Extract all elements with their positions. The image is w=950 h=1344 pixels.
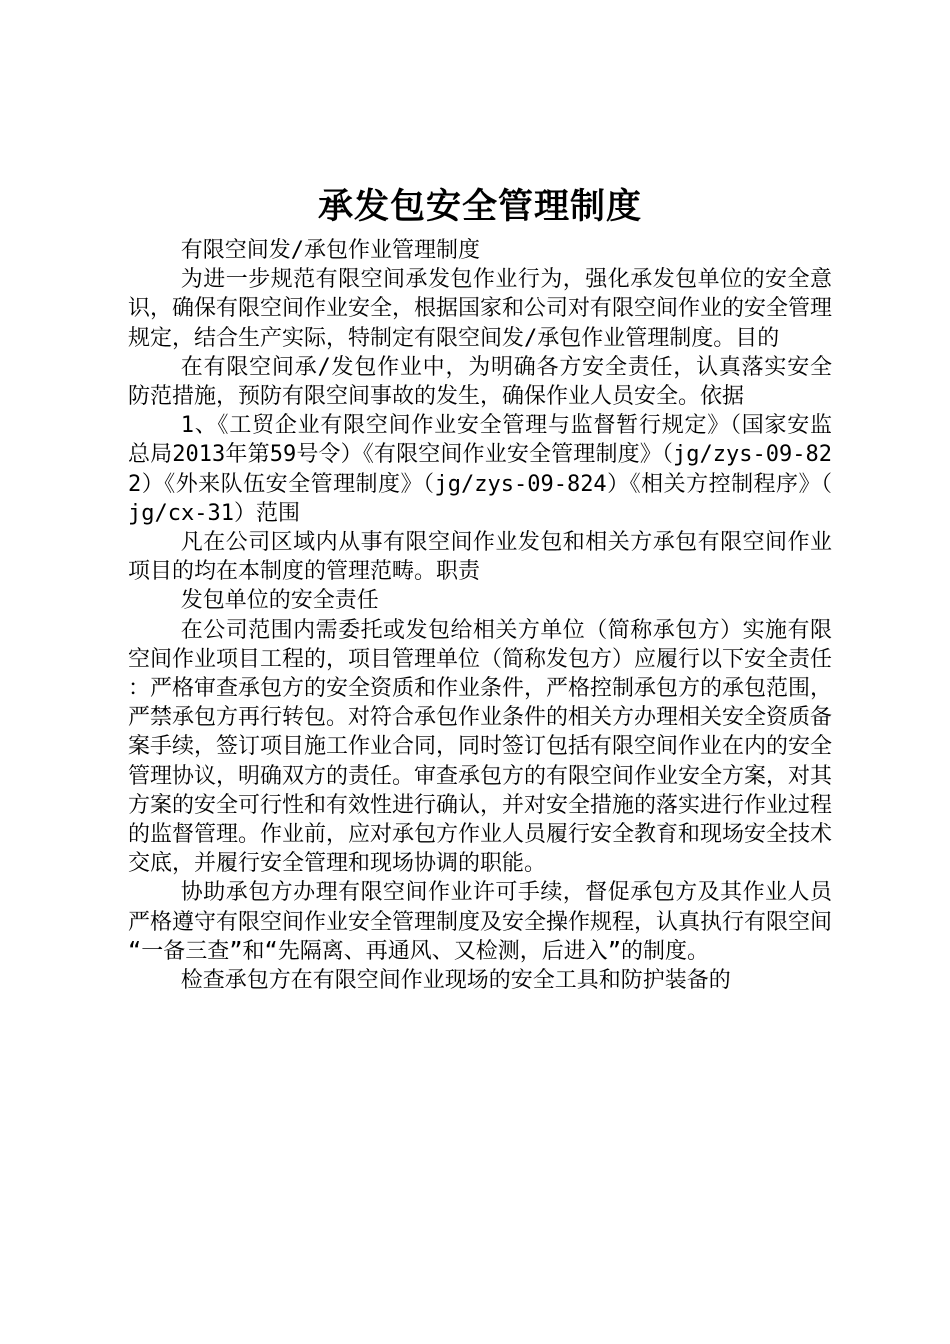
paragraph-heading-contractor-duty: 发包单位的安全责任	[180, 588, 379, 614]
paragraph-intro: 为进一步规范有限空间承发包作业行为，强化承发包单位的安全意识，确保有限空间作业安全，根据国家和公司对有限空间作业的安全管理规定，结合生产实际，特制定有限空间发/承包作业管理制度。目的	[128, 267, 833, 351]
paragraph-subtitle: 有限空间发/承包作业管理制度	[180, 238, 481, 263]
paragraph-purpose: 在有限空间承/发包作业中，为明确各方安全责任，认真落实安全防范措施，预防有限空间事故的发生，确保作业人员安全。依据	[128, 354, 832, 410]
paragraph-basis: 1、《工贸企业有限空间作业安全管理与监督暂行规定》（国家安监总局2013年第59号令）《有限空间作业安全管理制度》（jg/zys-09-822）《外来队伍安全管理制度》（jg/zys-09-824）《相关方控制程序》（jg/cx-31）范围	[128, 413, 832, 526]
document-body	[128, 236, 832, 995]
document-title: 承发包安全管理制度	[317, 186, 642, 227]
paragraph-contractor-duty: 在公司范围内需委托或发包给相关方单位（简称承包方）实施有限空间作业项目工程的，项目管理单位（简称发包方）应履行以下安全责任：严格审查承包方的安全资质和作业条件，严格控制承包方的承包范围，严禁承包方再行转包。对符合承包作业条件的相关方办理相关安全资质备案手续，签订项目施工作业合同，同时签订包括有限空间作业在内的安全管理协议，明确双方的责任。审查承包方的有限空间作业安全方案，对其方案的安全可行性和有效性进行确认，并对安全措施的落实进行作业过程的监督管理。作业前，应对承包方作业人员履行安全教育和现场安全技术交底，并履行安全管理和现场协调的职能。	[128, 617, 833, 877]
paragraph-assist-permit: 协助承包方办理有限空间作业许可手续，督促承包方及其作业人员严格遵守有限空间作业安全管理制度及安全操作规程，认真执行有限空间“一备三查”和“先隔离、再通风、又检测，后进入”的制度。	[128, 880, 833, 964]
paragraph-scope: 凡在公司区域内从事有限空间作业发包和相关方承包有限空间作业项目的均在本制度的管理范畴。职责	[128, 530, 832, 585]
paragraph-inspection: 检查承包方在有限空间作业现场的安全工具和防护装备的	[180, 968, 731, 994]
